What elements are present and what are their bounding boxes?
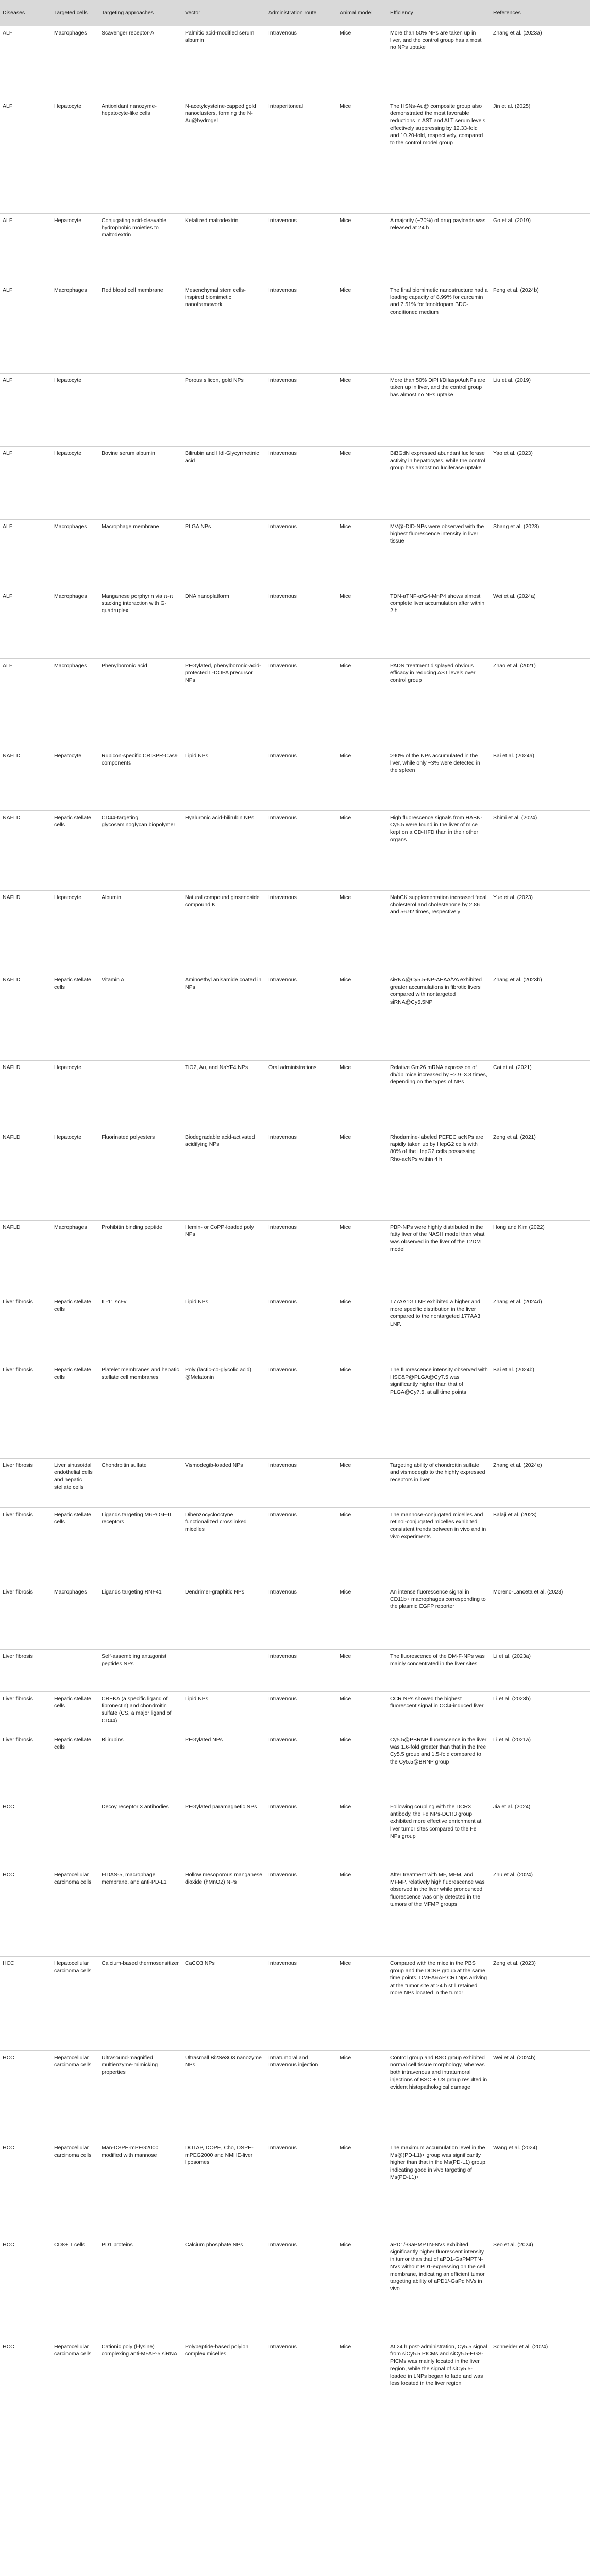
cell-efficiency: Cy5.5@PBRNP fluorescence in the liver was 1.6-fold greater than that in the free Cy5.5 group and 1.5-fold compared to the Cy5.5@BRNP group bbox=[387, 1733, 491, 1800]
cell-animal-model: Mice bbox=[337, 26, 387, 99]
cell-diseases: NAFLD bbox=[0, 1221, 52, 1295]
cell-targeted-cells: Liver sinusoidal endothelial cells and hepatic stellate cells bbox=[52, 1459, 99, 1508]
cell-efficiency: Compared with the mice in the PBS group and the DCNP group at the same time points, DMEA&AP CRTNps arriving at the tumor site at 24 h still retained more NPs located in the tumor bbox=[387, 1957, 491, 2051]
cell-animal-model: Mice bbox=[337, 1508, 387, 1585]
table-row bbox=[0, 99, 590, 214]
cell-references: Zhu et al. (2024) bbox=[491, 1868, 590, 1957]
cell-efficiency: At 24 h post-administration, Cy5.5 signal from siCy5.5 PICMs and siCy5.5-EGS-PICMs was mainly located in the liver region, while the signal of siCy5.5-loaded in LNPs began to fade and was less located in the liver region bbox=[387, 2340, 491, 2456]
cell-vector: Aminoethyl anisamide coated in NPs bbox=[182, 973, 266, 1061]
cell-efficiency: Rhodamine-labeled PEFEC acNPs are rapidly taken up by HepG2 cells with 80% of the HepG2 cells possessing Rho-acNPs within 4 h bbox=[387, 1130, 491, 1221]
cell-diseases: Liver fibrosis bbox=[0, 1363, 52, 1459]
cell-administration-route: Intravenous bbox=[266, 1692, 337, 1733]
cell-diseases: ALF bbox=[0, 520, 52, 589]
cell-targeting-approaches: Antioxidant nanozyme-hepatocyte-like cells bbox=[99, 99, 182, 214]
cell-administration-route: Intratumoral and Intravenous injection bbox=[266, 2051, 337, 2141]
cell-diseases: ALF bbox=[0, 374, 52, 447]
cell-efficiency: Targeting ability of chondroitin sulfate and vismodegib to the highly expressed receptors in liver bbox=[387, 1459, 491, 1508]
cell-targeted-cells: Hepatocyte bbox=[52, 214, 99, 283]
cell-targeting-approaches bbox=[99, 374, 182, 447]
cell-diseases: NAFLD bbox=[0, 891, 52, 973]
cell-vector: Lipid NPs bbox=[182, 1295, 266, 1363]
cell-efficiency: The mannose-conjugated micelles and retinol-conjugated micelles exhibited consistent trends between in vivo and in vivo experiments bbox=[387, 1508, 491, 1585]
table-row bbox=[0, 374, 590, 447]
table-row bbox=[0, 520, 590, 589]
cell-references: Wei et al. (2024a) bbox=[491, 589, 590, 659]
table-row bbox=[0, 589, 590, 659]
cell-administration-route: Intravenous bbox=[266, 1868, 337, 1957]
cell-targeting-approaches: FIDAS-5, macrophage membrane, and anti-PD-L1 bbox=[99, 1868, 182, 1957]
cell-targeted-cells bbox=[52, 1650, 99, 1692]
header-animal-model: Animal model bbox=[337, 0, 387, 26]
cell-vector: Palmitic acid-modified serum albumin bbox=[182, 26, 266, 99]
cell-targeting-approaches: Albumin bbox=[99, 891, 182, 973]
cell-diseases: ALF bbox=[0, 26, 52, 99]
cell-diseases: HCC bbox=[0, 1868, 52, 1957]
cell-animal-model: Mice bbox=[337, 1061, 387, 1130]
table-row bbox=[0, 2141, 590, 2238]
cell-vector: PLGA NPs bbox=[182, 520, 266, 589]
cell-targeting-approaches: Macrophage membrane bbox=[99, 520, 182, 589]
cell-vector: Dibenzocyclooctyne functionalized crosslinked micelles bbox=[182, 1508, 266, 1585]
cell-diseases: Liver fibrosis bbox=[0, 1295, 52, 1363]
cell-efficiency: More than 50% DiPH/DiIasp/AuNPs are taken up in liver, and the control group has almost no NPs uptake bbox=[387, 374, 491, 447]
cell-targeted-cells: Hepatic stellate cells bbox=[52, 973, 99, 1061]
header-references: References bbox=[491, 0, 590, 26]
cell-administration-route: Intravenous bbox=[266, 659, 337, 749]
cell-references: Zhang et al. (2023b) bbox=[491, 973, 590, 1061]
cell-efficiency: BiBGdN expressed abundant luciferase activity in hepatocytes, while the control group has almost no luciferase uptake bbox=[387, 447, 491, 520]
cell-targeted-cells: Hepatocyte bbox=[52, 1130, 99, 1221]
table-row bbox=[0, 1733, 590, 1800]
cell-targeting-approaches: Rubicon-specific CRISPR-Cas9 components bbox=[99, 749, 182, 811]
cell-diseases: Liver fibrosis bbox=[0, 1459, 52, 1508]
cell-animal-model: Mice bbox=[337, 1459, 387, 1508]
cell-animal-model: Mice bbox=[337, 1733, 387, 1800]
cell-vector: Poly (lactic-co-glycolic acid) @Melatonin bbox=[182, 1363, 266, 1459]
cell-targeted-cells: Hepatocellular carcinoma cells bbox=[52, 1868, 99, 1957]
header-targeting-approaches: Targeting approaches bbox=[99, 0, 182, 26]
cell-targeting-approaches: Manganese porphyrin via π-π stacking interaction with G-quadruplex bbox=[99, 589, 182, 659]
cell-animal-model: Mice bbox=[337, 1650, 387, 1692]
cell-diseases: ALF bbox=[0, 99, 52, 214]
cell-targeted-cells: Hepatocyte bbox=[52, 374, 99, 447]
cell-vector: CaCO3 NPs bbox=[182, 1957, 266, 2051]
table-row bbox=[0, 1130, 590, 1221]
cell-animal-model: Mice bbox=[337, 374, 387, 447]
cell-efficiency: A majority (~70%) of drug payloads was released at 24 h bbox=[387, 214, 491, 283]
cell-animal-model: Mice bbox=[337, 589, 387, 659]
cell-references: Go et al. (2019) bbox=[491, 214, 590, 283]
table-row bbox=[0, 1295, 590, 1363]
cell-vector: PEGylated NPs bbox=[182, 1733, 266, 1800]
cell-targeted-cells: Macrophages bbox=[52, 26, 99, 99]
cell-references: Yue et al. (2023) bbox=[491, 891, 590, 973]
cell-efficiency: The fluorescence intensity observed with HSC&P@PLGA@Cy7.5 was significantly higher than that of PLGA@Cy7.5, at all time points bbox=[387, 1363, 491, 1459]
table-row bbox=[0, 214, 590, 283]
cell-vector: Hemin- or CoPP-loaded poly NPs bbox=[182, 1221, 266, 1295]
table-row bbox=[0, 1363, 590, 1459]
cell-animal-model: Mice bbox=[337, 1868, 387, 1957]
cell-references: Li et al. (2023a) bbox=[491, 1650, 590, 1692]
cell-references: Bai et al. (2024a) bbox=[491, 749, 590, 811]
cell-targeted-cells: Hepatocyte bbox=[52, 447, 99, 520]
cell-targeted-cells: Hepatocyte bbox=[52, 1061, 99, 1130]
cell-animal-model: Mice bbox=[337, 2141, 387, 2238]
cell-vector: Biodegradable acid-activated acidifying NPs bbox=[182, 1130, 266, 1221]
cell-targeting-approaches: Man-DSPE-mPEG2000 modified with mannose bbox=[99, 2141, 182, 2238]
cell-targeted-cells: Hepatocellular carcinoma cells bbox=[52, 2340, 99, 2456]
cell-administration-route: Intravenous bbox=[266, 26, 337, 99]
cell-targeting-approaches: Decoy receptor 3 antibodies bbox=[99, 1800, 182, 1868]
cell-targeting-approaches: CREKA (a specific ligand of fibronectin) and chondroitin sulfate (CS, a major ligand of CD44) bbox=[99, 1692, 182, 1733]
table-body bbox=[0, 26, 590, 2456]
cell-references: Liu et al. (2019) bbox=[491, 374, 590, 447]
cell-efficiency: The fluorescence of the DM-F-NPs was mainly concentrated in the liver sites bbox=[387, 1650, 491, 1692]
cell-diseases: Liver fibrosis bbox=[0, 1585, 52, 1650]
cell-targeted-cells: Macrophages bbox=[52, 283, 99, 374]
cell-targeting-approaches: Red blood cell membrane bbox=[99, 283, 182, 374]
header-efficiency: Efficiency bbox=[387, 0, 491, 26]
cell-animal-model: Mice bbox=[337, 973, 387, 1061]
cell-targeting-approaches: Fluorinated polyesters bbox=[99, 1130, 182, 1221]
table-row bbox=[0, 659, 590, 749]
cell-administration-route: Intravenous bbox=[266, 2340, 337, 2456]
table-row bbox=[0, 2051, 590, 2141]
cell-animal-model: Mice bbox=[337, 1957, 387, 2051]
cell-vector: Dendrimer-graphitic NPs bbox=[182, 1585, 266, 1650]
cell-targeted-cells: Hepatic stellate cells bbox=[52, 1363, 99, 1459]
cell-diseases: NAFLD bbox=[0, 1130, 52, 1221]
cell-administration-route: Intravenous bbox=[266, 749, 337, 811]
table-row bbox=[0, 1957, 590, 2051]
cell-diseases: HCC bbox=[0, 2141, 52, 2238]
table-row bbox=[0, 1459, 590, 1508]
cell-diseases: HCC bbox=[0, 2238, 52, 2340]
cell-diseases: HCC bbox=[0, 1957, 52, 2051]
cell-targeted-cells: Macrophages bbox=[52, 1221, 99, 1295]
cell-references: Zhang et al. (2024e) bbox=[491, 1459, 590, 1508]
cell-targeting-approaches: CD44-targeting glycosaminoglycan biopolymer bbox=[99, 811, 182, 891]
cell-references: Li et al. (2023b) bbox=[491, 1692, 590, 1733]
cell-references: Moreno-Lanceta et al. (2023) bbox=[491, 1585, 590, 1650]
cell-administration-route: Intravenous bbox=[266, 811, 337, 891]
cell-targeted-cells: Hepatocellular carcinoma cells bbox=[52, 2141, 99, 2238]
cell-diseases: Liver fibrosis bbox=[0, 1733, 52, 1800]
cell-targeted-cells: Macrophages bbox=[52, 1585, 99, 1650]
cell-efficiency: CCR NPs showed the highest fluorescent signal in CCl4-induced liver bbox=[387, 1692, 491, 1733]
cell-diseases: ALF bbox=[0, 214, 52, 283]
cell-vector: Mesenchymal stem cells-inspired biomimetic nanoframework bbox=[182, 283, 266, 374]
cell-efficiency: 177AA1G LNP exhibited a higher and more specific distribution in the liver compared to the nontargeted 177AA3 LNP. bbox=[387, 1295, 491, 1363]
table-row bbox=[0, 811, 590, 891]
cell-efficiency: More than 50% NPs are taken up in liver, and the control group has almost no NPs uptake bbox=[387, 26, 491, 99]
cell-vector: N-acetylcysteine-capped gold nanoclusters, forming the N-Au@hydrogel bbox=[182, 99, 266, 214]
cell-administration-route: Intravenous bbox=[266, 1221, 337, 1295]
cell-administration-route: Intravenous bbox=[266, 1130, 337, 1221]
cell-animal-model: Mice bbox=[337, 283, 387, 374]
cell-targeting-approaches: Phenylboronic acid bbox=[99, 659, 182, 749]
cell-administration-route: Intravenous bbox=[266, 2238, 337, 2340]
cell-animal-model: Mice bbox=[337, 1363, 387, 1459]
cell-animal-model: Mice bbox=[337, 2238, 387, 2340]
cell-administration-route: Intravenous bbox=[266, 520, 337, 589]
cell-vector: PEGylated paramagnetic NPs bbox=[182, 1800, 266, 1868]
cell-animal-model: Mice bbox=[337, 659, 387, 749]
cell-references: Seo et al. (2024) bbox=[491, 2238, 590, 2340]
cell-references: Hong and Kim (2022) bbox=[491, 1221, 590, 1295]
cell-targeting-approaches: Calcium-based thermosensitizer bbox=[99, 1957, 182, 2051]
cell-vector: Porous silicon, gold NPs bbox=[182, 374, 266, 447]
cell-administration-route: Intravenous bbox=[266, 1957, 337, 2051]
cell-references: Jia et al. (2024) bbox=[491, 1800, 590, 1868]
cell-efficiency: Following coupling with the DCR3 antibody, the Fe NPs-DCR3 group exhibited more effective enrichment at liver tumor sites compared to the Fe NPs group bbox=[387, 1800, 491, 1868]
cell-references: Cai et al. (2021) bbox=[491, 1061, 590, 1130]
table-row bbox=[0, 1061, 590, 1130]
cell-references: Yao et al. (2023) bbox=[491, 447, 590, 520]
cell-diseases: Liver fibrosis bbox=[0, 1508, 52, 1585]
cell-efficiency: TDN-aTNF-α/G4-MnP4 shows almost complete liver accumulation after within 2 h bbox=[387, 589, 491, 659]
cell-efficiency: aPD1/-GaPMPTN-NVs exhibited significantly higher fluorescent intensity in tumor than that of aPD1-GaPMPTN-NVs without PD1-expressing on the cell membrane, indicating an efficient tumor targeting ability of aPD1/-GaPd NVs in vivo bbox=[387, 2238, 491, 2340]
cell-references: Zhang et al. (2024d) bbox=[491, 1295, 590, 1363]
cell-vector: DNA nanoplatform bbox=[182, 589, 266, 659]
cell-targeting-approaches: Ultrasound-magnified multienzyme-mimicking properties bbox=[99, 2051, 182, 2141]
cell-animal-model: Mice bbox=[337, 1800, 387, 1868]
cell-animal-model: Mice bbox=[337, 1585, 387, 1650]
cell-diseases: ALF bbox=[0, 283, 52, 374]
cell-administration-route: Intravenous bbox=[266, 1650, 337, 1692]
cell-efficiency: After treatment with MF, MFM, and MFMP, relatively high fluorescence was observed in the liver while pronounced fluorescence was only detected in the tumors of the MFMP groups bbox=[387, 1868, 491, 1957]
cell-animal-model: Mice bbox=[337, 2340, 387, 2456]
header-row bbox=[0, 0, 590, 26]
cell-animal-model: Mice bbox=[337, 520, 387, 589]
header-administration-route: Administration route bbox=[266, 0, 337, 26]
cell-references: Zeng et al. (2021) bbox=[491, 1130, 590, 1221]
cell-references: Li et al. (2021a) bbox=[491, 1733, 590, 1800]
table-row bbox=[0, 26, 590, 99]
table-row bbox=[0, 1221, 590, 1295]
cell-references: Wei et al. (2024b) bbox=[491, 2051, 590, 2141]
cell-animal-model: Mice bbox=[337, 447, 387, 520]
header-targeted-cells: Targeted cells bbox=[52, 0, 99, 26]
cell-animal-model: Mice bbox=[337, 99, 387, 214]
cell-diseases: NAFLD bbox=[0, 1061, 52, 1130]
cell-targeting-approaches: IL-11 scFv bbox=[99, 1295, 182, 1363]
cell-animal-model: Mice bbox=[337, 1692, 387, 1733]
cell-targeted-cells: Hepatocyte bbox=[52, 891, 99, 973]
cell-efficiency: NabCK supplementation increased fecal cholesterol and cholestenone by 2.86 and 56.92 times, respectively bbox=[387, 891, 491, 973]
header-diseases: Diseases bbox=[0, 0, 52, 26]
cell-vector: Vismodegib-loaded NPs bbox=[182, 1459, 266, 1508]
cell-administration-route: Intravenous bbox=[266, 2141, 337, 2238]
cell-animal-model: Mice bbox=[337, 1130, 387, 1221]
cell-vector: Natural compound ginsenoside compound K bbox=[182, 891, 266, 973]
cell-diseases: HCC bbox=[0, 2051, 52, 2141]
cell-targeted-cells: Hepatic stellate cells bbox=[52, 1733, 99, 1800]
cell-diseases: NAFLD bbox=[0, 811, 52, 891]
cell-targeted-cells: Macrophages bbox=[52, 589, 99, 659]
cell-efficiency: The HSNs-Au@ composite group also demonstrated the most favorable reductions in AST and ALT serum levels, effectively suppressing by 12.33-fold and 10.20-fold, respectively, compared to the control model group bbox=[387, 99, 491, 214]
table-row bbox=[0, 1800, 590, 1868]
cell-administration-route: Intravenous bbox=[266, 973, 337, 1061]
cell-references: Balaji et al. (2023) bbox=[491, 1508, 590, 1585]
cell-references: Bai et al. (2024b) bbox=[491, 1363, 590, 1459]
cell-administration-route: Intravenous bbox=[266, 1800, 337, 1868]
cell-references: Shimi et al. (2024) bbox=[491, 811, 590, 891]
cell-efficiency: PADN treatment displayed obvious efficacy in reducing AST levels over control group bbox=[387, 659, 491, 749]
cell-targeted-cells: Macrophages bbox=[52, 520, 99, 589]
table-row bbox=[0, 2238, 590, 2340]
cell-efficiency: MV@-DID-NPs were observed with the highest fluorescence intensity in liver tissue bbox=[387, 520, 491, 589]
cell-animal-model: Mice bbox=[337, 1221, 387, 1295]
cell-vector: Polypeptide-based polyion complex micelles bbox=[182, 2340, 266, 2456]
cell-references: Schneider et al. (2024) bbox=[491, 2340, 590, 2456]
cell-efficiency: PBP-NPs were highly distributed in the fatty liver of the NASH model than what was observed in the liver of the T2DM model bbox=[387, 1221, 491, 1295]
table-row bbox=[0, 2340, 590, 2456]
cell-diseases: NAFLD bbox=[0, 973, 52, 1061]
table-row bbox=[0, 973, 590, 1061]
cell-administration-route: Intravenous bbox=[266, 1295, 337, 1363]
cell-targeted-cells: CD8+ T cells bbox=[52, 2238, 99, 2340]
cell-administration-route: Intravenous bbox=[266, 447, 337, 520]
cell-administration-route: Oral administrations bbox=[266, 1061, 337, 1130]
cell-diseases: ALF bbox=[0, 447, 52, 520]
cell-animal-model: Mice bbox=[337, 214, 387, 283]
cell-targeted-cells: Hepatocyte bbox=[52, 99, 99, 214]
cell-administration-route: Intravenous bbox=[266, 374, 337, 447]
cell-vector: Ketalized maltodextrin bbox=[182, 214, 266, 283]
cell-diseases: HCC bbox=[0, 1800, 52, 1868]
cell-efficiency: The final biomimetic nanostructure had a loading capacity of 8.99% for curcumin and 7.51% for fenoldopam BDC-conditioned medium bbox=[387, 283, 491, 374]
cell-animal-model: Mice bbox=[337, 811, 387, 891]
cell-administration-route: Intravenous bbox=[266, 1585, 337, 1650]
cell-animal-model: Mice bbox=[337, 891, 387, 973]
cell-targeted-cells bbox=[52, 1800, 99, 1868]
cell-vector: TiO2, Au, and NaYF4 NPs bbox=[182, 1061, 266, 1130]
cell-efficiency: >90% of the NPs accumulated in the liver, while only ~3% were detected in the spleen bbox=[387, 749, 491, 811]
cell-efficiency: Relative Gm26 mRNA expression of db/db mice increased by ~2.9–3.3 times, depending on the types of NPs bbox=[387, 1061, 491, 1130]
cell-targeted-cells: Hepatic stellate cells bbox=[52, 1508, 99, 1585]
cell-targeting-approaches: Bilirubins bbox=[99, 1733, 182, 1800]
cell-targeting-approaches: Vitamin A bbox=[99, 973, 182, 1061]
cell-targeting-approaches: Ligands targeting M6P/IGF-II receptors bbox=[99, 1508, 182, 1585]
cell-diseases: Liver fibrosis bbox=[0, 1650, 52, 1692]
table-row bbox=[0, 1585, 590, 1650]
table-row bbox=[0, 891, 590, 973]
cell-administration-route: Intravenous bbox=[266, 214, 337, 283]
cell-targeted-cells: Macrophages bbox=[52, 659, 99, 749]
cell-targeted-cells: Hepatocellular carcinoma cells bbox=[52, 2051, 99, 2141]
cell-diseases: Liver fibrosis bbox=[0, 1692, 52, 1733]
cell-vector bbox=[182, 1650, 266, 1692]
cell-targeting-approaches: Chondroitin sulfate bbox=[99, 1459, 182, 1508]
cell-animal-model: Mice bbox=[337, 1295, 387, 1363]
cell-diseases: ALF bbox=[0, 659, 52, 749]
cell-references: Jin et al. (2025) bbox=[491, 99, 590, 214]
cell-targeting-approaches: Cationic poly (l-lysine) complexing anti-MFAP-5 siRNA bbox=[99, 2340, 182, 2456]
cell-vector: Hollow mesoporous manganese dioxide (hMnO2) NPs bbox=[182, 1868, 266, 1957]
cell-administration-route: Intravenous bbox=[266, 1508, 337, 1585]
cell-efficiency: An intense fluorescence signal in CD11b+ macrophages corresponding to the plasmid EGFP reporter bbox=[387, 1585, 491, 1650]
cell-vector: Bilirubin and Hdl-Glycyrrhetinic acid bbox=[182, 447, 266, 520]
cell-targeting-approaches: Platelet membranes and hepatic stellate cell membranes bbox=[99, 1363, 182, 1459]
cell-vector: Calcium phosphate NPs bbox=[182, 2238, 266, 2340]
cell-references: Zeng et al. (2023) bbox=[491, 1957, 590, 2051]
table-row bbox=[0, 1692, 590, 1733]
cell-targeted-cells: Hepatic stellate cells bbox=[52, 1692, 99, 1733]
cell-targeted-cells: Hepatic stellate cells bbox=[52, 811, 99, 891]
cell-vector: Lipid NPs bbox=[182, 749, 266, 811]
cell-administration-route: Intravenous bbox=[266, 891, 337, 973]
cell-targeted-cells: Hepatocellular carcinoma cells bbox=[52, 1957, 99, 2051]
cell-targeted-cells: Hepatocyte bbox=[52, 749, 99, 811]
cell-targeting-approaches: Ligands targeting RNF41 bbox=[99, 1585, 182, 1650]
cell-diseases: NAFLD bbox=[0, 749, 52, 811]
table-row bbox=[0, 447, 590, 520]
cell-vector: Ultrasmall Bi2Se3O3 nanozyme NPs bbox=[182, 2051, 266, 2141]
cell-references: Zhang et al. (2023a) bbox=[491, 26, 590, 99]
cell-administration-route: Intravenous bbox=[266, 283, 337, 374]
cell-animal-model: Mice bbox=[337, 2051, 387, 2141]
cell-vector: DOTAP, DOPE, Cho, DSPE-mPEG2000 and NMHE-liver liposomes bbox=[182, 2141, 266, 2238]
cell-efficiency: Control group and BSO group exhibited normal cell tissue morphology, whereas both intravenous and intratumoral injections of BSO + US group resulted in evident histopathological damage bbox=[387, 2051, 491, 2141]
cell-vector: PEGylated, phenylboronic-acid-protected L-DOPA precursor NPs bbox=[182, 659, 266, 749]
cell-targeting-approaches: Prohibitin binding peptide bbox=[99, 1221, 182, 1295]
cell-administration-route: Intravenous bbox=[266, 1733, 337, 1800]
table-row bbox=[0, 283, 590, 374]
cell-animal-model: Mice bbox=[337, 749, 387, 811]
cell-targeting-approaches: Self-assembling antagonist peptides NPs bbox=[99, 1650, 182, 1692]
table-row bbox=[0, 749, 590, 811]
cell-targeting-approaches: Conjugating acid-cleavable hydrophobic moieties to maltodextrin bbox=[99, 214, 182, 283]
cell-vector: Lipid NPs bbox=[182, 1692, 266, 1733]
cell-targeting-approaches bbox=[99, 1061, 182, 1130]
cell-administration-route: Intravenous bbox=[266, 1459, 337, 1508]
cell-targeting-approaches: PD1 proteins bbox=[99, 2238, 182, 2340]
cell-targeted-cells: Hepatic stellate cells bbox=[52, 1295, 99, 1363]
cell-vector: Hyaluronic acid-bilirubin NPs bbox=[182, 811, 266, 891]
table-row bbox=[0, 1650, 590, 1692]
cell-efficiency: siRNA@Cy5.5-NP-AEAA/VA exhibited greater accumulations in fibrotic livers compared with nontargeted siRNA@Cy5.5NP bbox=[387, 973, 491, 1061]
cell-diseases: ALF bbox=[0, 589, 52, 659]
cell-targeting-approaches: Bovine serum albumin bbox=[99, 447, 182, 520]
cell-administration-route: Intraperitoneal bbox=[266, 99, 337, 214]
cell-targeting-approaches: Scavenger receptor-A bbox=[99, 26, 182, 99]
cell-references: Wang et al. (2024) bbox=[491, 2141, 590, 2238]
cell-references: Zhao et al. (2021) bbox=[491, 659, 590, 749]
table-row bbox=[0, 1868, 590, 1957]
cell-administration-route: Intravenous bbox=[266, 1363, 337, 1459]
header-vector: Vector bbox=[182, 0, 266, 26]
cell-efficiency: High fluorescence signals from HABN-Cy5.5 were found in the liver of mice kept on a CD-HFD than in their other organs bbox=[387, 811, 491, 891]
table-row bbox=[0, 1508, 590, 1585]
cell-references: Feng et al. (2024b) bbox=[491, 283, 590, 374]
cell-administration-route: Intravenous bbox=[266, 589, 337, 659]
cell-diseases: HCC bbox=[0, 2340, 52, 2456]
cell-efficiency: The maximum accumulation level in the Ms@(PD-L1)+ group was significantly higher than that in the Ms(PD-L1) group, indicating good in vivo targeting of Ms(PD-L1)+ bbox=[387, 2141, 491, 2238]
cell-references: Shang et al. (2023) bbox=[491, 520, 590, 589]
